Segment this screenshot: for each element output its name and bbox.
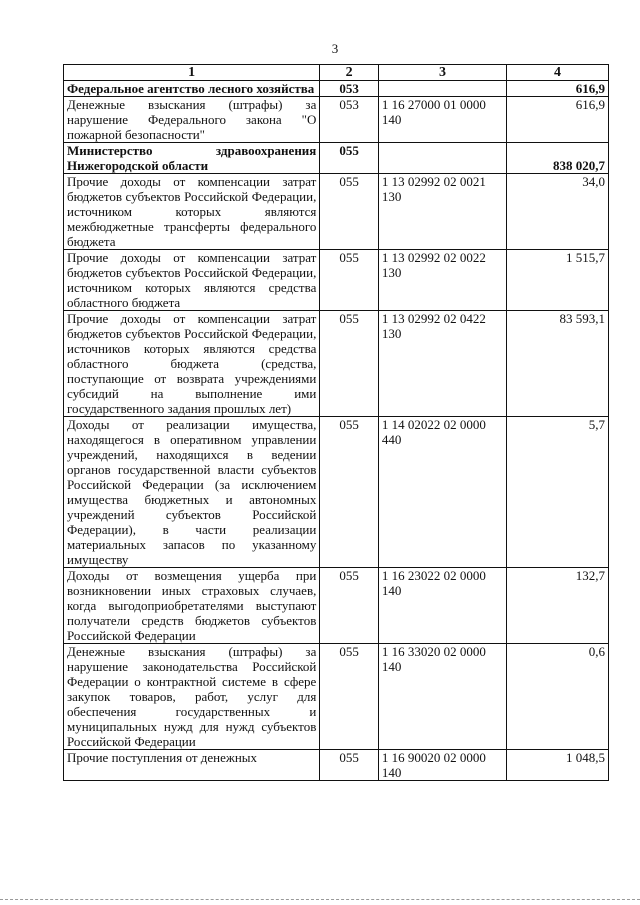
row-name: Прочие доходы от компенсации затрат бюджетов субъектов Российской Федерации, источников которых являются средства областного бюджета (средства, поступающие от возврата учреждениями субсидий на выполнение ими государственного задания прошлых лет) (64, 311, 320, 417)
row-amount: 838 020,7 (507, 143, 609, 174)
row-amount: 616,9 (507, 97, 609, 143)
table-row (64, 143, 609, 174)
row-budget-code: 1 14 02022 02 0000 440 (378, 417, 506, 568)
row-budget-code: 1 16 33020 02 0000 140 (378, 644, 506, 750)
row-name: Федеральное агентство лесного хозяйства (64, 81, 320, 97)
row-admin-code: 053 (320, 81, 379, 97)
row-amount: 616,9 (507, 81, 609, 97)
row-admin-code: 055 (320, 174, 379, 250)
table-row (64, 250, 609, 311)
table-row (64, 174, 609, 250)
row-amount: 34,0 (507, 174, 609, 250)
row-name: Денежные взыскания (штрафы) за нарушение законодательства Российской Федерации о контрактной системе в сфере закупок товаров, работ, услуг для обеспечения государственных и муниципальных нужд для нужд субъектов Российской Федерации (64, 644, 320, 750)
table-row (64, 417, 609, 568)
table-row (64, 81, 609, 97)
row-admin-code: 053 (320, 97, 379, 143)
page-number: 3 (331, 41, 339, 56)
header-col-1: 1 (64, 65, 320, 81)
table-row (64, 644, 609, 750)
row-admin-code: 055 (320, 143, 379, 174)
row-admin-code: 055 (320, 417, 379, 568)
page-bottom-edge (0, 899, 640, 902)
table-header-row (64, 65, 609, 81)
row-admin-code: 055 (320, 750, 379, 781)
row-amount: 132,7 (507, 568, 609, 644)
header-col-4: 4 (507, 65, 609, 81)
row-budget-code: 1 13 02992 02 0422 130 (378, 311, 506, 417)
row-budget-code (378, 143, 506, 174)
row-amount: 0,6 (507, 644, 609, 750)
row-budget-code: 1 13 02992 02 0022 130 (378, 250, 506, 311)
row-name: Денежные взыскания (штрафы) за нарушение Федерального закона "О пожарной безопасности" (64, 97, 320, 143)
row-budget-code: 1 16 27000 01 0000 140 (378, 97, 506, 143)
row-budget-code: 1 13 02992 02 0021 130 (378, 174, 506, 250)
row-admin-code: 055 (320, 311, 379, 417)
row-name: Министерство здравоохранения Нижегородской области (64, 143, 320, 174)
row-name: Прочие поступления от денежных (64, 750, 320, 781)
revenue-table (63, 64, 609, 781)
row-budget-code: 1 16 90020 02 0000 140 (378, 750, 506, 781)
row-name: Доходы от возмещения ущерба при возникновении иных страховых случаев, когда выгодоприобретателями выступают получатели средств бюджетов субъектов Российской Федерации (64, 568, 320, 644)
row-amount: 83 593,1 (507, 311, 609, 417)
table-row (64, 97, 609, 143)
row-budget-code: 1 16 23022 02 0000 140 (378, 568, 506, 644)
row-amount: 1 515,7 (507, 250, 609, 311)
header-col-2: 2 (320, 65, 379, 81)
table-row (64, 568, 609, 644)
table-row (64, 750, 609, 781)
row-budget-code (378, 81, 506, 97)
row-admin-code: 055 (320, 568, 379, 644)
row-name: Прочие доходы от компенсации затрат бюджетов субъектов Российской Федерации, источником которых являются межбюджетные трансферты федерального бюджета (64, 174, 320, 250)
header-col-3: 3 (378, 65, 506, 81)
row-name: Доходы от реализации имущества, находящегося в оперативном управлении учреждений, находящихся в ведении органов государственной власти субъектов Российской Федерации (за исключением имущества бюджетных и автономных учреждений субъектов Российской Федерации), в части реализации материальных запасов по указанному имуществу (64, 417, 320, 568)
row-amount: 5,7 (507, 417, 609, 568)
row-admin-code: 055 (320, 644, 379, 750)
row-name: Прочие доходы от компенсации затрат бюджетов субъектов Российской Федерации, источником которых являются средства областного бюджета (64, 250, 320, 311)
table-row (64, 311, 609, 417)
row-admin-code: 055 (320, 250, 379, 311)
row-amount: 1 048,5 (507, 750, 609, 781)
